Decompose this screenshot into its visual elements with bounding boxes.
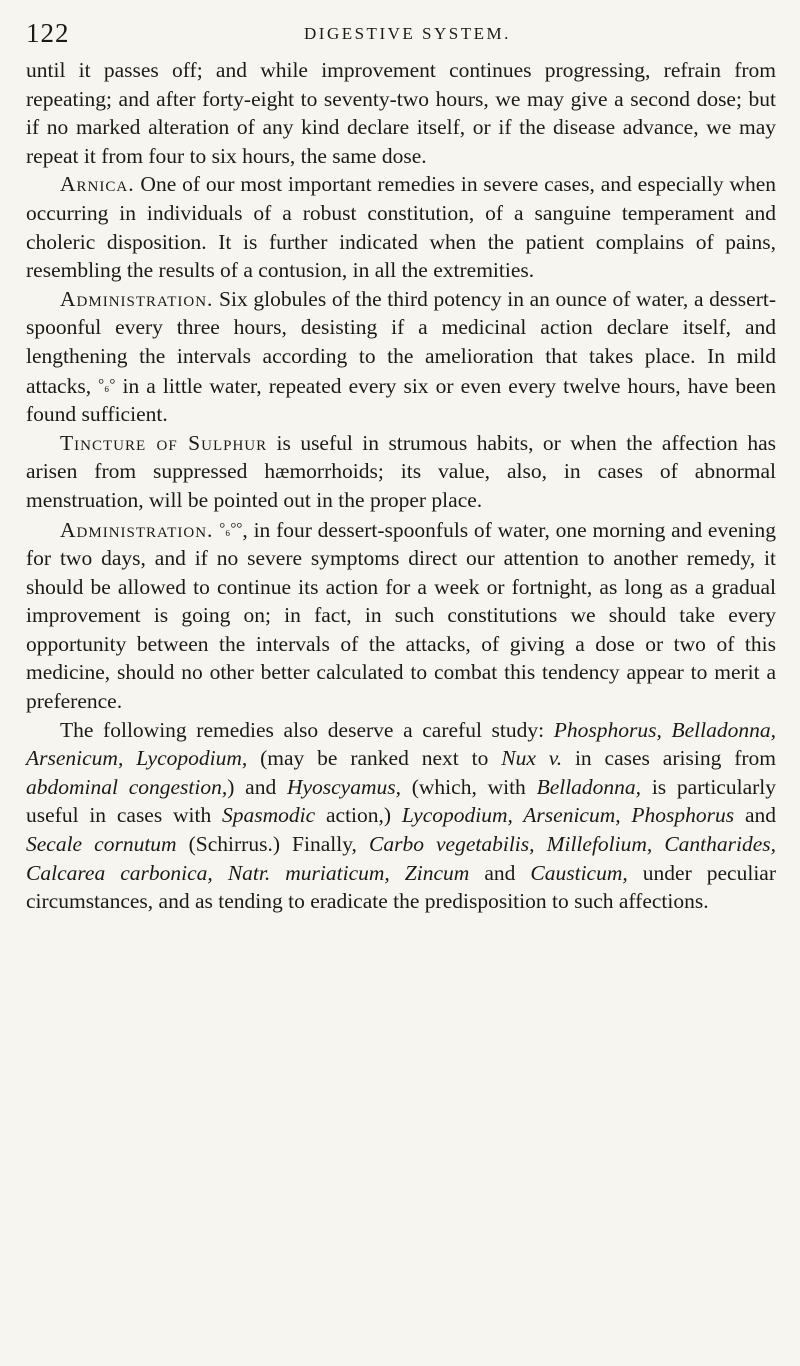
paragraph-tincture-of-sulphur — [26, 429, 776, 515]
paragraph-text: One of our most important remedies in severe cases, and especially when occurring in individuals of a robust constitution, of a sanguine temperament and choleric disposition. It is further indicated when the patient complains of pains, resembling the results of a contusion, in all the extremities. — [26, 172, 776, 283]
text-run: (Schirrus.) Finally, — [176, 832, 369, 857]
paragraph-arnica-administration — [26, 285, 776, 429]
paragraph-other-remedies — [26, 716, 776, 916]
remedy-names: Belladonna, — [536, 774, 642, 799]
page-number: 122 — [26, 18, 70, 48]
dose-notation: °₆° — [98, 376, 116, 393]
paragraph-text: until it passes off; and while improvement continues progressing, refrain from repeating; and after forty-eight to seventy-two hours, we may give a second dose; but if no marked alteration of any kind declare itself, or if the disease advance, we may repeat it from four to six hours, the same dose. — [26, 58, 776, 168]
administration-heading: Administration. — [60, 517, 214, 542]
paragraph-text: , in four dessert-spoonfuls of water, one morning and evening for two days, and if no severe symptoms direct our attention to another remedy, it should be allowed to continue its action for a week or fortnight, as long as a gradual improvement is going on; in fact, in such constitutions we should take every opportunity between the intervals of the attacks, of giving a dose or two of this medicine, should no other better calculated to combat this tendency appear to merit a preference. — [26, 517, 776, 714]
remedy-names: Secale cornutum — [26, 832, 177, 857]
paragraph-text: is useful in strumous habits, or when the affection has arisen from suppressed hæmorrhoids; its value, also, in cases of abnormal menstruation, will be pointed out in the proper place. — [26, 430, 776, 512]
emphasis: abdominal congestion, — [26, 774, 228, 799]
body-text — [26, 56, 776, 916]
remedy-names: Lycopodium, Arsenicum, Phosphorus — [401, 803, 735, 828]
text-run: and — [734, 803, 776, 828]
text-run: in cases arising from — [562, 746, 776, 771]
administration-heading: Administration. — [60, 286, 214, 311]
text-run: is particularly useful in cases with — [26, 774, 776, 828]
remedy-names: Hyoscyamus, — [286, 774, 401, 799]
paragraph-continuation — [26, 56, 776, 170]
remedy-names: Phosphorus, Belladonna, Arsenicum, Lycopodium, — [26, 717, 777, 771]
paragraph-sulphur-administration — [26, 515, 776, 716]
running-head: DIGESTIVE SYSTEM. — [304, 24, 511, 43]
text-run: (which, with — [401, 774, 537, 799]
text-run: (may be ranked next to — [247, 746, 502, 771]
remedy-names: Nux v. — [501, 746, 563, 771]
emphasis: Spasmodic — [222, 803, 316, 828]
page-header — [26, 18, 776, 52]
text-run: under peculiar circumstances, and as tending to eradicate the predisposition to such affections. — [26, 860, 777, 914]
remedy-names: Carbo vegetabilis, Millefolium, Cantharides, Calcarea carbonica, Natr. muriaticum, Zincum — [26, 832, 777, 885]
paragraph-text: Six globules of the third potency in an ounce of water, a dessert-spoonful every three hours, desisting if a medicinal action declare itself, and lengthening the intervals according to the amelioration that takes place. In mild attacks, — [26, 286, 776, 398]
remedy-heading-arnica: Arnica. — [60, 172, 135, 197]
paragraph-text: in a little water, repeated every six or even every twelve hours, have been found sufficient. — [26, 373, 776, 427]
text-run: The following remedies also deserve a careful study: — [60, 717, 554, 742]
text-run: action,) — [315, 803, 402, 828]
dose-notation: °₆°° — [219, 520, 243, 537]
text-run: ) and — [227, 774, 287, 799]
paragraph-arnica — [26, 170, 776, 284]
remedy-heading-sulphur: Tincture of Sulphur — [60, 430, 268, 455]
remedy-names: Causticum, — [530, 860, 628, 885]
text-run: and — [469, 860, 531, 885]
